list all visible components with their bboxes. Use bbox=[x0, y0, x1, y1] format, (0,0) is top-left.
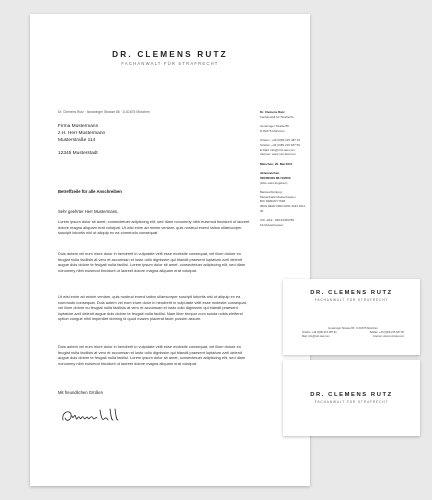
brand-tagline: FACHANWALT FÜR STRAFRECHT bbox=[314, 297, 389, 302]
sidebar-bank: Bankverbindung: bbox=[260, 190, 283, 195]
sidebar-ref-label: Aktenzeichen bbox=[260, 171, 280, 176]
card-fax: Telefax: +49 (0)89 215 487 56 bbox=[369, 331, 404, 334]
recipient-city: 12345 Musterstadt bbox=[58, 151, 98, 157]
sidebar-contact: Telefax: +49 (0)89 215 487 56 bbox=[260, 142, 300, 147]
brand-tagline: FACHANWALT FÜR STRAFRECHT bbox=[314, 399, 389, 404]
sidebar-tax: FA Musterhausen bbox=[260, 222, 284, 227]
brand-tagline: FACHANWALT FÜR STRAFRECHT bbox=[121, 61, 219, 66]
sidebar-column bbox=[260, 110, 308, 227]
brand-name: DR. CLEMENS RUTZ bbox=[112, 50, 228, 59]
sidebar-contact: Telefon: +49 (0)89 215 487 91 bbox=[260, 138, 301, 143]
recipient-line: Musterstraße 114 bbox=[58, 137, 96, 143]
sidebar-address: Ismaninger Straße 86 bbox=[260, 124, 289, 129]
card-contact-row bbox=[302, 335, 404, 339]
letterhead-page bbox=[30, 14, 310, 486]
body-paragraph: Lorem ipsum dolor sit amet, consectetuer adipiscing elit, sed diam nonummy nibh euismod tincidunt ut laoreet dolore magna aliquam erat volutpat. Ut wisi enim ad minim veniam, quis nostrud exerci tation ullamcorper suscipit lobortis nisl ut aliquip ex ea commodo consequat. bbox=[58, 219, 250, 236]
card-phone: Telefon: +49 (0)89 215 487 91 bbox=[302, 331, 337, 334]
return-address-line: Dr. Clemens Rutz · Ismaninger Strasse 86 · D-81675 München bbox=[58, 110, 150, 114]
sidebar-contact: Internet: www.rutz-law.com bbox=[260, 152, 296, 157]
subject-line: Betreffzeile für alle Anschreiben bbox=[58, 189, 122, 194]
sidebar-contact: E-Mail: info@rutz-law.com bbox=[260, 147, 295, 152]
letter-brand bbox=[30, 50, 310, 66]
business-card-back bbox=[283, 279, 420, 355]
sidebar-title: Fachanwalt für Strafrecht bbox=[260, 114, 294, 119]
body-paragraph: Duis autem vel eum iriure dolor in hendrerit in vulputate velit esse molestie consequat, vel illum dolore eu feugiat nulla facilisis at vero et accumsan et iusto odio dignissim qui blandit praesent luptatum zzril delenit augue duis dolore te feugait nulla facilisi. Lorem ipsum dolor sit amet, consectetuer adipiscing elit, sed diam nonummy nibh euismod tincidunt ut laoreet dolore magna aliquam erat volutpat. bbox=[58, 344, 246, 366]
recipient-line: Firma Mustermann bbox=[58, 124, 99, 129]
sidebar-bank: Musterbank Musterhausen bbox=[260, 194, 296, 199]
salutation: Sehr geehrter Herr Mustermann, bbox=[58, 209, 119, 214]
card-web: Internet: www.rutz-law.com bbox=[373, 335, 404, 338]
sidebar-ref: 000/000/00 MU 00/000 bbox=[260, 175, 291, 180]
card-brand bbox=[283, 392, 420, 404]
sidebar-address: D-81675 München bbox=[260, 128, 285, 133]
recipient-line: z.H. Herr Mustermann bbox=[58, 130, 106, 136]
signature-image bbox=[60, 406, 130, 428]
sidebar-name: Dr. Clemens Rutz bbox=[260, 110, 285, 114]
sidebar-tax: USt.-IdNr.: DE123456789 bbox=[260, 218, 295, 223]
recipient-block bbox=[58, 124, 105, 158]
business-card-front bbox=[283, 360, 420, 436]
sidebar-bank: IBAN DE00 0000 0000 4433 2211 00 bbox=[260, 203, 306, 213]
closing-line: Mit freundlichen Grüßen bbox=[58, 390, 103, 395]
sidebar-date: München, 20. Mai 2015 bbox=[260, 161, 293, 166]
card-address: Ismaninger Strasse 86 · D-81675 München bbox=[328, 327, 378, 330]
card-email: Mail: info@rutz-law.com bbox=[302, 335, 330, 338]
brand-name: DR. CLEMENS RUTZ bbox=[310, 290, 393, 296]
sidebar-ref-note: (bitte stets angeben) bbox=[260, 180, 288, 185]
body-paragraph: Duis autem vel eum iriure dolor in hendrerit in vulputate velit esse molestie consequat, vel illum dolore eu feugiat nulla facilisis at vero et accumsan et iusto odio dignissim qui blandit praesent luptatum zzril delenit augue duis dolore te feugait nulla facilisi. Lorem ipsum dolor sit amet, consectetuer adipiscing elit, sed diam nonummy nibh euismod tincidunt ut laoreet dolore magna aliquam erat volutpat. bbox=[58, 251, 246, 273]
card-contact bbox=[302, 327, 404, 339]
card-brand bbox=[283, 290, 420, 302]
body-paragraph: Ut wisi enim ad minim veniam, quis nostrud exerci tation ullamcorper suscipit lobortis nisl ut aliquip ex ea commodo consequat. Duis autem vel eum iriure dolor in hendrerit in vulputate velit esse molestie consequat, vel illum dolore eu feugiat nulla facilisis at vero et accumsan et iusto odio dignissim qui blandit praesent luptatum zzril delenit augue duis dolore te feugait nulla facilisi. Nam liber tempor cum soluta nobis eleifend option congue nihil imperdiet doming id quod mazim placerat facer possim assum. bbox=[58, 294, 247, 322]
brand-name: DR. CLEMENS RUTZ bbox=[310, 392, 393, 398]
sidebar-bank: BIC DEBANYYMM bbox=[260, 199, 286, 204]
